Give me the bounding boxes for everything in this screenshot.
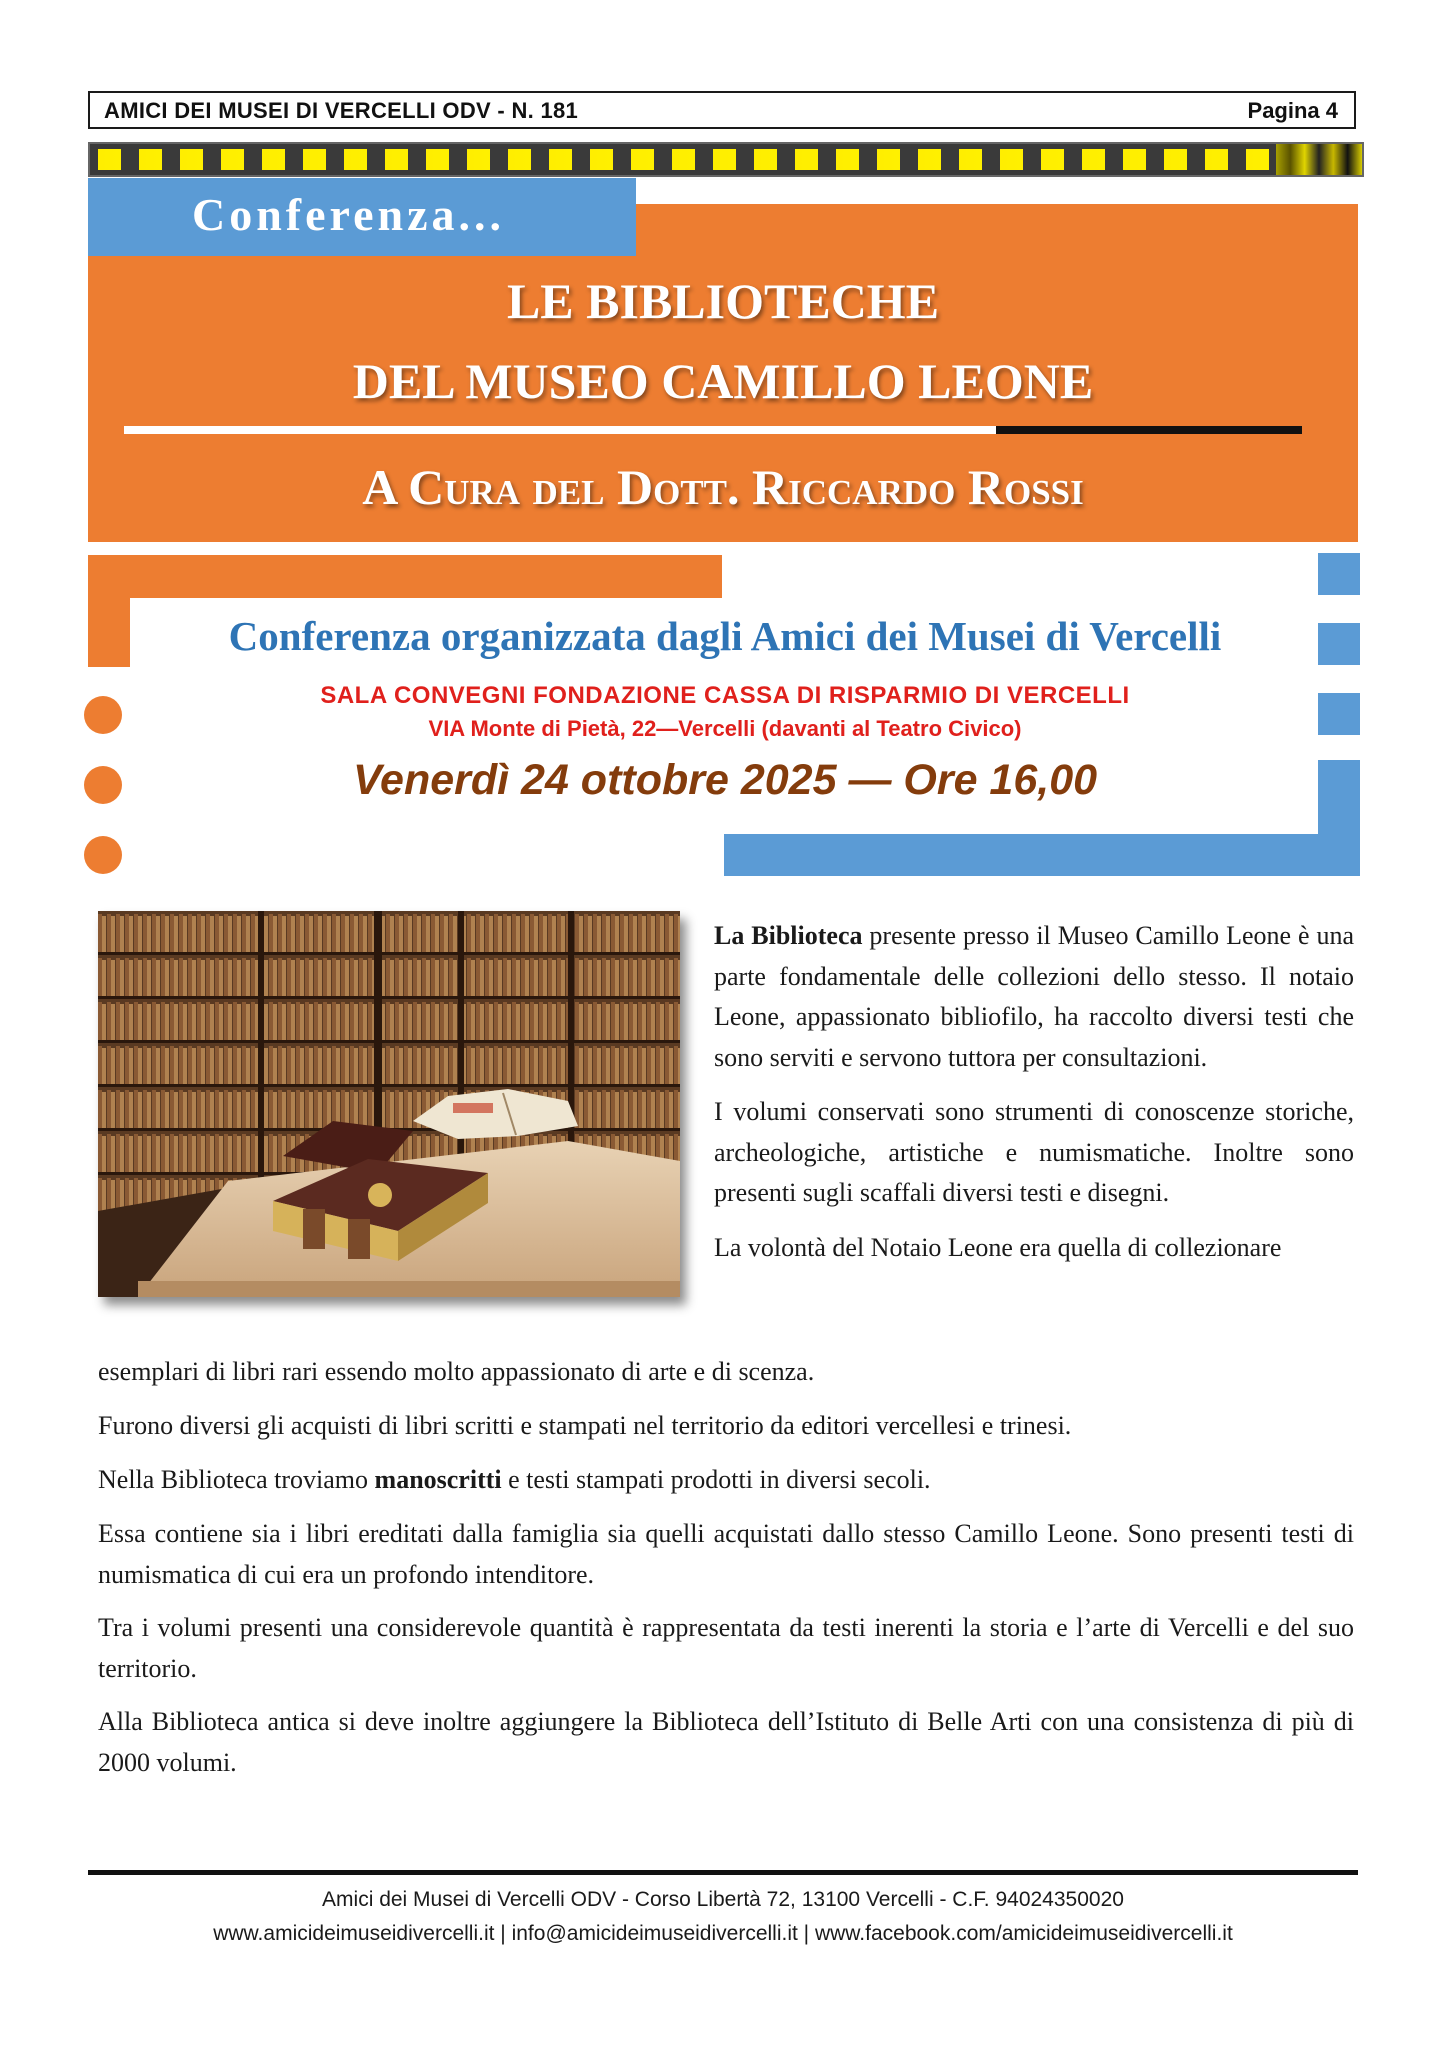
decor-blue-square [1318, 553, 1360, 595]
article-paragraph: Alla Biblioteca antica si deve inoltre aggiungere la Biblioteca dell’Istituto di Belle Arti con una consistenza di più di 2000 volumi. [98, 1707, 1354, 1777]
article-paragraph [714, 916, 1354, 1078]
library-photo-illustration [98, 911, 680, 1297]
article-bold-lead: La Biblioteca [714, 921, 863, 950]
article-paragraph: I volumi conservati sono strumenti di conoscenze storiche, archeologiche, artistiche e numismatiche. Inoltre sono presenti sugli scaffali diversi testi e disegni. [714, 1097, 1354, 1207]
article-paragraph: Essa contiene sia i libri ereditati dalla famiglia sia quelli acquistati dallo stesso Camillo Leone. Sono presenti testi di numismatica di cui era un profondo intenditore. [98, 1519, 1354, 1589]
decor-orange-dot [84, 836, 122, 874]
footer-links: www.amicideimuseidivercelli.it | info@amicideimuseidivercelli.it | www.facebook.com/amicideimuseidivercelli.it [213, 1922, 1233, 1945]
banner-tab-label: Conferenza... [192, 189, 506, 240]
article-right-column [714, 916, 1354, 1268]
article-text: presente presso il Museo Camillo Leone è una parte fondamentale delle collezioni dello stesso. Il notaio Leone, appassionato bibliofilo, ha raccolto diversi testi che sono serviti e servono tuttora per consultazioni. [714, 921, 1354, 1072]
decor-blue-square [1318, 623, 1360, 665]
banner-title-line2: DEL MUSEO CAMILLO LEONE [352, 353, 1094, 409]
page-header [88, 91, 1356, 129]
banner-rule-black [996, 426, 1302, 434]
footer-rule [88, 1870, 1358, 1875]
article-text: e testi stampati prodotti in diversi secoli. [501, 1465, 931, 1494]
footer-address: Amici dei Musei di Vercelli ODV - Corso Libertà 72, 13100 Vercelli - C.F. 94024350020 [322, 1888, 1124, 1911]
decor-orange-dot [84, 766, 122, 804]
library-photo [98, 911, 680, 1297]
film-strip-end [1276, 144, 1362, 175]
banner-rule-white [124, 426, 996, 434]
decor-orange-top-bar [88, 555, 722, 598]
event-date: Venerdì 24 ottobre 2025 — Ore 16,00 [352, 756, 1098, 804]
venue-address: VIA Monte di Pietà, 22—Vercelli (davanti al Teatro Civico) [428, 716, 1022, 741]
decor-blue-bottom-bar [724, 834, 1360, 876]
newsletter-title: AMICI DEI MUSEI DI VERCELLI ODV - N. 181 [104, 98, 579, 123]
article-paragraph: Tra i volumi presenti una considerevole quantità è rappresentata da testi inerenti la storia e l’arte di Vercelli e del suo territorio. [98, 1613, 1354, 1683]
decor-orange-left-bar [88, 555, 130, 667]
banner-title-line1: LE BIBLIOTECHE [506, 273, 940, 329]
article-paragraph: Furono diversi gli acquisti di libri scritti e stampati nel territorio da editori vercellesi e trinesi. [98, 1411, 1072, 1440]
page-number: Pagina 4 [1247, 98, 1338, 123]
decor-blue-square [1318, 693, 1360, 735]
banner-subtitle: A Cura del Dott. Riccardo Rossi [362, 459, 1084, 515]
article-text: Nella Biblioteca troviamo [98, 1465, 375, 1494]
film-strip-divider [88, 142, 1364, 177]
venue-name: SALA CONVEGNI FONDAZIONE CASSA DI RISPARMIO DI VERCELLI [320, 682, 1130, 709]
article-bold-word: manoscritti [374, 1465, 502, 1494]
article-paragraph-continued: esemplari di libri rari essendo molto appassionato di arte e di scenza. [98, 1357, 815, 1386]
article-paragraph [98, 1460, 1354, 1501]
organizer-line: Conferenza organizzata dagli Amici dei Musei di Vercelli [228, 613, 1222, 659]
article-paragraph-start: La volontà del Notaio Leone era quella di collezionare [714, 1232, 1282, 1262]
decor-orange-dot [84, 696, 122, 734]
